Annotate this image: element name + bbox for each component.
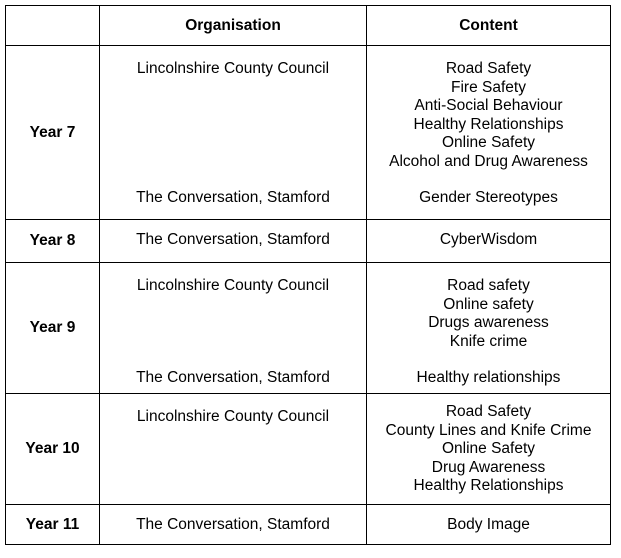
table-row	[6, 505, 611, 545]
content-item: Healthy Relationships	[413, 477, 564, 494]
organisation-cell	[100, 263, 367, 394]
organisation-name: Lincolnshire County Council	[136, 408, 330, 425]
table-row	[6, 220, 611, 263]
content-item: CyberWisdom	[439, 231, 538, 248]
organisation-name: The Conversation, Stamford	[136, 368, 330, 386]
content-item: Road safety	[447, 277, 530, 294]
organisation-name: The Conversation, Stamford	[136, 231, 330, 248]
table-row	[6, 46, 611, 220]
content-cell	[367, 394, 611, 505]
content-item: Healthy relationships	[416, 369, 561, 386]
content-item: Road Safety	[445, 403, 532, 420]
content-item: Online safety	[443, 295, 534, 313]
content-item: Drugs awareness	[428, 314, 549, 331]
content-item: Body Image	[447, 516, 530, 533]
content-cell	[367, 505, 611, 545]
content-cell	[367, 46, 611, 220]
content-item: Anti-Social Behaviour	[414, 97, 563, 114]
organisation-cell	[100, 394, 367, 505]
organisation-name: Lincolnshire County Council	[136, 277, 330, 294]
table-row	[6, 263, 611, 394]
year-cell: Year 10	[6, 394, 100, 505]
header-blank	[6, 6, 100, 46]
content-item: Fire Safety	[451, 78, 526, 96]
content-item: Road Safety	[445, 60, 532, 77]
content-cell	[367, 220, 611, 263]
organisation-name: The Conversation, Stamford	[136, 516, 330, 533]
organisation-name: The Conversation, Stamford	[136, 188, 330, 206]
table-row	[6, 394, 611, 505]
year-cell: Year 7	[6, 46, 100, 220]
content-cell	[367, 263, 611, 394]
organisation-cell	[100, 220, 367, 263]
year-cell: Year 9	[6, 263, 100, 394]
year-cell: Year 8	[6, 220, 100, 263]
organisation-cell	[100, 505, 367, 545]
content-item: Online Safety	[441, 440, 536, 457]
content-item: Healthy Relationships	[413, 115, 564, 133]
provision-table	[5, 5, 611, 545]
header-content: Content	[367, 6, 611, 46]
year-cell: Year 11	[6, 505, 100, 545]
content-item: Alcohol and Drug Awareness	[389, 152, 588, 170]
organisation-cell	[100, 46, 367, 220]
content-item: Gender Stereotypes	[419, 189, 558, 206]
organisation-name: Lincolnshire County Council	[136, 60, 330, 77]
content-item: Knife crime	[449, 332, 528, 350]
header-organisation: Organisation	[100, 6, 367, 46]
content-item: County Lines and Knife Crime	[385, 421, 592, 439]
content-item: Online Safety	[441, 134, 536, 151]
header-row	[6, 6, 611, 46]
content-item: Drug Awareness	[431, 458, 546, 476]
